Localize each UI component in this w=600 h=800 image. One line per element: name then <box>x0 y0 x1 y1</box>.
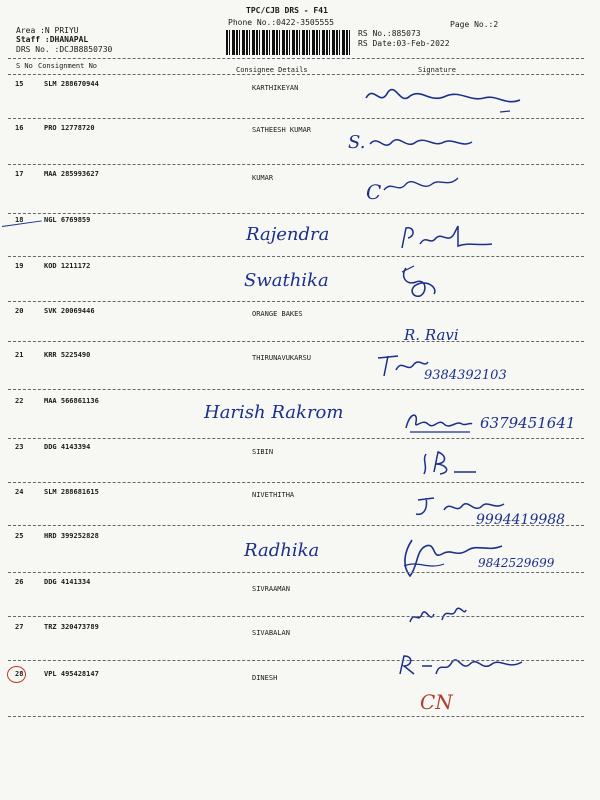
row-number: 19 <box>15 262 24 270</box>
handwritten-signature: R. Ravi <box>404 326 459 344</box>
consignee-name: KARTHIKEYAN <box>252 84 299 92</box>
row-divider <box>8 256 584 257</box>
row-number: 27 <box>15 623 24 631</box>
handwritten-phone: 9842529699 <box>478 556 555 570</box>
row-divider <box>8 482 584 483</box>
row-number: 21 <box>15 351 24 359</box>
column-sno: S No <box>16 62 33 70</box>
signature-scribble <box>360 78 530 118</box>
row-divider <box>8 301 584 302</box>
signature-scribble <box>398 262 444 300</box>
handwritten-signature: CN <box>420 690 453 714</box>
row-number: 15 <box>15 80 24 88</box>
drs-number: DRS No. :DCJB8850730 <box>16 45 113 54</box>
signature-scribble <box>398 224 498 254</box>
row-number: 26 <box>15 578 24 586</box>
consignment-number: HRD 399252828 <box>44 532 99 540</box>
row-number: 20 <box>15 307 24 315</box>
column-consignee: Consignee Details <box>236 66 308 74</box>
consignment-number: DDG 4143394 <box>44 443 91 451</box>
signature-scribble <box>420 450 480 478</box>
signature-scribble <box>404 410 474 436</box>
page-number: Page No.:2 <box>450 20 499 29</box>
consignment-number: KOD 1211172 <box>44 262 91 270</box>
consignee-name: SIBIN <box>252 448 274 456</box>
handwritten-signature: S. <box>348 132 366 153</box>
consignment-number: SLM 288681615 <box>44 488 99 496</box>
row-divider <box>8 438 584 439</box>
rs-number: RS No.:885073 <box>358 29 421 38</box>
consignee-name: SIVRAAMAN <box>252 585 290 593</box>
handwritten-phone: 6379451641 <box>480 414 576 432</box>
row-divider <box>8 716 584 717</box>
row-divider <box>8 213 584 214</box>
handwritten-phone: 9994419988 <box>476 512 566 528</box>
consignee-name: THIRUNAVUKARSU <box>252 354 312 362</box>
header-divider-top <box>8 58 584 59</box>
column-signature: Signature <box>418 66 456 74</box>
row-divider <box>8 341 584 342</box>
signature-scribble <box>396 652 526 680</box>
phone-number: Phone No.:0422-3505555 <box>228 18 334 27</box>
handwritten-name: Radhika <box>244 540 320 561</box>
row-divider <box>8 525 584 526</box>
handwritten-name: Swathika <box>244 270 329 291</box>
consignment-number: DDG 4141334 <box>44 578 91 586</box>
consignment-number: NGL 6769859 <box>44 216 91 224</box>
signature-scribble <box>374 352 430 380</box>
row-number: 17 <box>15 170 24 178</box>
consignment-number: PRO 12778720 <box>44 124 95 132</box>
rs-date: RS Date:03-Feb-2022 <box>358 39 450 48</box>
consignee-name: SIVABALAN <box>252 629 290 637</box>
consignment-number: KRR 5225490 <box>44 351 91 359</box>
consignee-name: KUMAR <box>252 174 274 182</box>
signature-scribble <box>368 130 478 156</box>
row-divider <box>8 572 584 573</box>
column-consignment: Consignment No <box>38 62 98 70</box>
consignment-number: VPL 495428147 <box>44 670 99 678</box>
handwritten-phone: 9384392103 <box>424 368 507 383</box>
signature-scribble <box>408 600 468 630</box>
row-number: 16 <box>15 124 24 132</box>
consignment-number: MAA 566861136 <box>44 397 99 405</box>
consignment-number: SLM 288670944 <box>44 80 99 88</box>
handwritten-signature: C <box>366 180 382 204</box>
row-number: 22 <box>15 397 24 405</box>
row-divider <box>8 164 584 165</box>
document-title: TPC/CJB DRS - F41 <box>246 6 328 15</box>
consignee-name: DINESH <box>252 674 278 682</box>
consignment-number: SVK 20069446 <box>44 307 95 315</box>
row-divider <box>8 660 584 661</box>
area-label: Area :N PRIYU <box>16 26 79 35</box>
row-number: 25 <box>15 532 24 540</box>
row-number: 23 <box>15 443 24 451</box>
consignment-number: MAA 285993627 <box>44 170 99 178</box>
row-divider <box>8 616 584 617</box>
row-number: 28 <box>15 670 24 678</box>
consignee-name: ORANGE BAKES <box>252 310 303 318</box>
signature-scribble <box>382 170 462 200</box>
handwritten-name: Harish Rakrom <box>204 402 344 423</box>
header-divider-bottom <box>8 74 584 75</box>
consignee-name: NIVETHITHA <box>252 491 295 499</box>
staff-label: Staff :DHANAPAL <box>16 35 89 44</box>
barcode <box>226 30 352 55</box>
row-divider <box>8 389 584 390</box>
row-number: 24 <box>15 488 24 496</box>
handwritten-name: Rajendra <box>246 224 330 245</box>
consignment-number: TRZ 320473789 <box>44 623 99 631</box>
row-divider <box>8 118 584 119</box>
row-number: 18 <box>15 216 24 224</box>
consignee-name: SATHEESH KUMAR <box>252 126 312 134</box>
